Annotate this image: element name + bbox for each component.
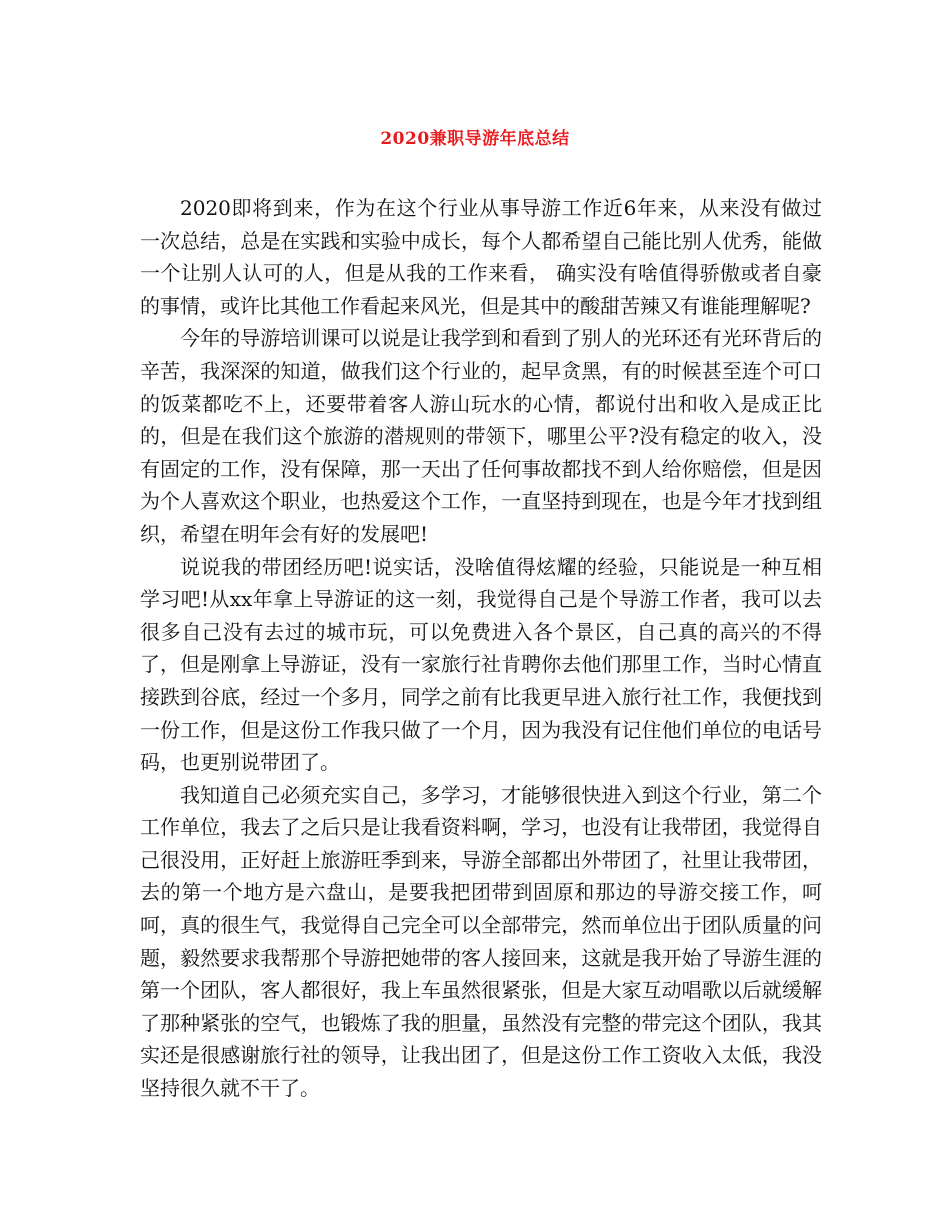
- paragraph-2: 今年的导游培训课可以说是让我学到和看到了别人的光环还有光环背后的辛苦，我深深的知道，做我们这个行业的，起早贪黑，有的时候甚至连个可口的饭菜都吃不上，还要带着客人游山玩水的心情，都说付出和收入是成正比的，但是在我们这个旅游的潜规则的带领下，哪里公平?没有稳定的收入，没有固定的工作，没有保障，那一天出了任何事故都找不到人给你赔偿，但是因为个人喜欢这个职业，也热爱这个工作，一直坚持到现在，也是今年才找到组织，希望在明年会有好的发展吧!: [140, 326, 822, 546]
- paragraph-3: 说说我的带团经历吧!说实话，没啥值得炫耀的经验，只能说是一种互相学习吧!从xx年拿上导游证的这一刻，我觉得自己是个导游工作者，我可以去很多自己没有去过的城市玩，可以免费进入各个景区，自己真的高兴的不得了，但是刚拿上导游证，没有一家旅行社肯聘你去他们那里工作，当时心情直接跌到谷底，经过一个多月，同学之前有比我更早进入旅行社工作，我便找到一份工作，但是这份工作我只做了一个月，因为我没有记住他们单位的电话号码，也更别说带团了。: [140, 554, 822, 775]
- paragraph-4: 我知道自己必须充实自己，多学习，才能够很快进入到这个行业，第二个工作单位，我去了之后只是让我看资料啊，学习，也没有让我带团，我觉得自己很没用，正好赶上旅游旺季到来，导游全部都出外带团了，社里让我带团，去的第一个地方是六盘山，是要我把团带到固原和那边的导游交接工作，呵呵，真的很生气，我觉得自己完全可以全部带完，然而单位出于团队质量的问题，毅然要求我帮那个导游把她带的客人接回来，这就是我开始了导游生涯的第一个团队，客人都很好，我上车虽然很紧张，但是大家互动唱歌以后就缓解了那种紧张的空气，也锻炼了我的胆量，虽然没有完整的带完这个团队，我其实还是很感谢旅行社的领导，让我出团了，但是这份工作工资收入太低，我没坚持很久就不干了。: [140, 782, 822, 1101]
- paragraph-1: 2020即将到来，作为在这个行业从事导游工作近6年来，从来没有做过一次总结，总是在实践和实验中成长，每个人都希望自己能比别人优秀，能做一个让别人认可的人，但是从我的工作来看， 确实没有啥值得骄傲或者自豪的事情，或许比其他工作看起来风光，但是其中的酸甜苦辣又有谁能理解呢?: [140, 196, 822, 318]
- document-body: [140, 192, 822, 1105]
- document-title: 2020兼职导游年底总结: [380, 129, 570, 149]
